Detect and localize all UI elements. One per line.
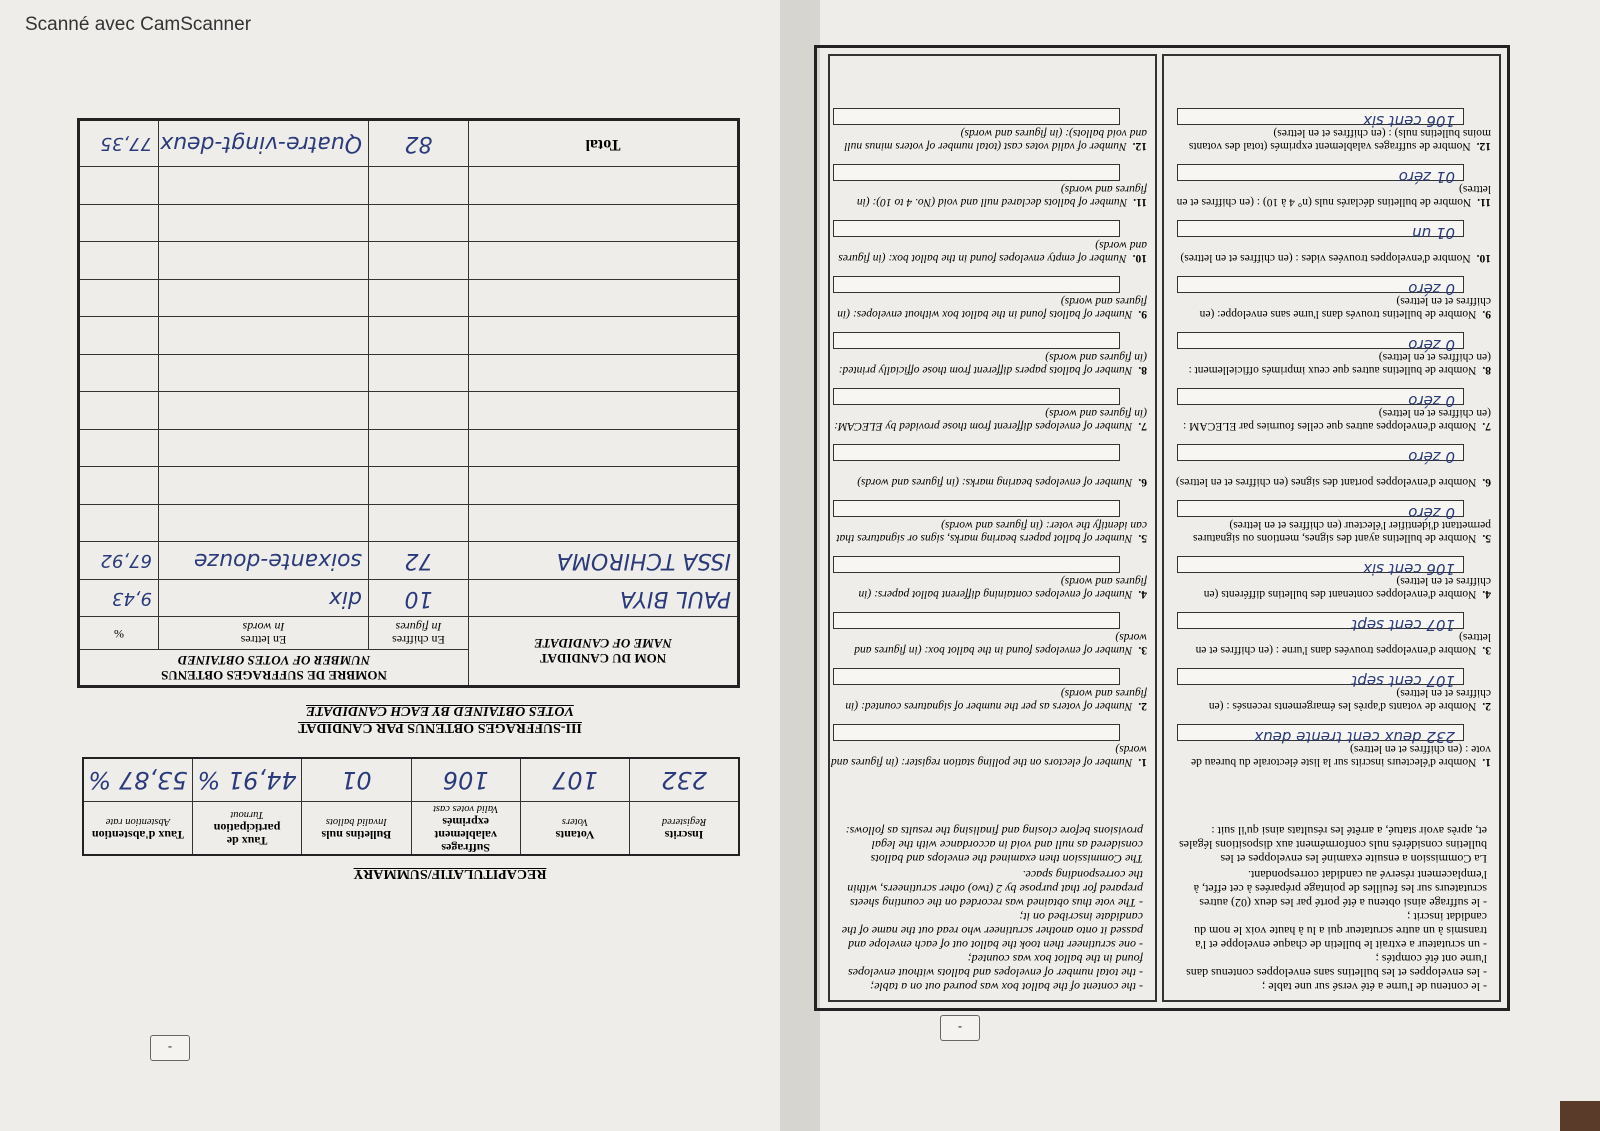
candidate-row <box>78 504 738 542</box>
form-item-number: 7. <box>1482 420 1491 432</box>
summary-title: RECAPITULATIF/SUMMARY <box>353 866 547 881</box>
candidate-row <box>78 204 738 242</box>
summary-value: 107 <box>552 766 598 794</box>
english-intro <box>833 824 1143 994</box>
handwritten-value: 107 cent sept <box>1351 616 1455 634</box>
english-column <box>828 54 1157 1002</box>
answer-box[interactable] <box>1177 220 1464 242</box>
form-item-1 <box>1173 722 1491 768</box>
form-item-text: Nombre de bulletins ayant des signes, mentions ou signatures permettant d'identifier l'électeur (en chiffres et en lettres) <box>1193 519 1491 544</box>
right-page <box>40 31 780 1071</box>
form-item-6 <box>1173 442 1491 488</box>
form-item-number: 7. <box>1138 420 1147 432</box>
handwritten-value: 0 zéro <box>1408 280 1455 298</box>
answer-box[interactable] <box>1177 724 1464 746</box>
candidate-figures-cell <box>369 317 469 355</box>
candidate-row <box>78 392 738 430</box>
candidate-row <box>78 354 738 392</box>
total-row <box>78 120 738 167</box>
form-item-number: 9. <box>1138 308 1147 320</box>
summary-table <box>82 757 740 856</box>
form-item-7 <box>829 386 1147 432</box>
answer-box[interactable] <box>1177 668 1464 690</box>
form-item-text: Nombre de bulletins autres que ceux imprimés officiellement : (en chiffres et en lettres) <box>1188 351 1491 376</box>
candidate-name-cell <box>469 279 739 317</box>
form-item-text: Nombre d'enveloppes trouvées dans l'urne : (en chiffres et en lettres) <box>1195 631 1491 656</box>
candidate-pct-cell <box>78 429 158 467</box>
form-item-text: Nombre de votants d'après les émargements recensés : (en chiffres et en lettres) <box>1208 687 1491 712</box>
form-item-4 <box>1173 554 1491 600</box>
form-item-1 <box>829 722 1147 768</box>
subheader-fr: En chiffres <box>392 633 445 648</box>
summary-value-cell <box>630 758 739 802</box>
answer-box[interactable] <box>1177 164 1464 186</box>
scan-edge-mark <box>1560 1101 1600 1131</box>
form-item-label <box>829 182 1147 208</box>
form-item-label <box>829 126 1147 152</box>
candidate-figures-cell <box>369 504 469 542</box>
candidate-figures-cell <box>369 392 469 430</box>
form-item-text: Number of envelopes containing different ballot papers: (in figures and words) <box>858 575 1147 600</box>
header-fr: NOMBRE DE SUFFRAGES OBTENUS <box>161 667 387 683</box>
candidate-figures-cell <box>369 242 469 280</box>
answer-box[interactable] <box>1177 388 1464 410</box>
header-en: NAME OF CANDIDATE <box>534 636 672 652</box>
votes-title <box>220 702 660 736</box>
candidate-name-cell <box>469 167 739 205</box>
form-item-text: Nombre d'enveloppes contenant des bulletins différents (en chiffres et en lettres) <box>1203 575 1491 600</box>
form-item-text: Number of envelopes bearing marks: (in figures and words) <box>857 476 1133 488</box>
form-item-text: Nombre de bulletins déclarés nuls (n° 4 à 10) : (en chiffres et en lettres) <box>1176 183 1491 208</box>
candidate-row <box>78 317 738 355</box>
candidate-figures-cell <box>369 167 469 205</box>
form-item-3 <box>829 610 1147 656</box>
summary-header-cell <box>192 802 301 856</box>
candidate-pct: 9,43 <box>111 587 152 609</box>
summary-value-cell <box>83 758 192 802</box>
form-item-number: 3. <box>1482 644 1491 656</box>
candidate-words-cell <box>159 467 369 505</box>
candidate-pct-cell <box>78 579 158 617</box>
page-number: - <box>150 1035 190 1061</box>
form-item-number: 11. <box>1477 196 1491 208</box>
candidate-pct-cell <box>78 354 158 392</box>
form-item-label <box>1173 251 1491 264</box>
candidate-name-cell <box>469 354 739 392</box>
candidate-figures-cell <box>369 279 469 317</box>
form-item-number: 6. <box>1482 476 1491 488</box>
form-item-5 <box>1173 498 1491 544</box>
summary-value-cell <box>192 758 301 802</box>
french-intro <box>1177 824 1487 994</box>
summary-header-cell <box>411 802 520 856</box>
candidate-words-cell <box>159 354 369 392</box>
header-fr: NOM DU CANDIDAT <box>539 651 667 667</box>
subheader-en: In words <box>242 620 285 635</box>
candidate-words-cell <box>159 392 369 430</box>
candidate-row <box>78 429 738 467</box>
candidate-figures: 10 <box>404 585 433 611</box>
form-item-label <box>1173 475 1491 488</box>
form-item-label <box>829 294 1147 320</box>
candidate-pct-cell <box>78 317 158 355</box>
candidate-name-cell <box>469 392 739 430</box>
candidate-name: ISSA TCHIROMA <box>556 548 731 574</box>
summary-header-fr: Taux d'abstention <box>91 828 184 842</box>
handwritten-value: 107 cent sept <box>1351 672 1455 690</box>
total-figures: 82 <box>404 131 433 157</box>
intro-line: La Commission a ensuite examiné les enveloppes et les bulletins considérés nuls conformément aux dispositions légales et, après avoir statué, a arrêté les résultats ainsi qu'il suit : <box>1179 824 1487 866</box>
form-item-label <box>829 350 1147 376</box>
summary-header-fr: Taux de participation <box>213 821 281 849</box>
total-words-cell <box>159 120 369 167</box>
answer-box[interactable] <box>833 164 1120 181</box>
form-item-9 <box>829 274 1147 320</box>
summary-header-cell <box>302 802 411 856</box>
intro-line: - un scrutateur a extrait le bulletin de chaque enveloppe et l'a transmis à un autre scrutateur qui a lu à haute voix le nom du candidat inscrit ; <box>1194 910 1487 952</box>
candidate-words-cell <box>159 504 369 542</box>
candidate-name-cell <box>469 504 739 542</box>
summary-value-cell <box>411 758 520 802</box>
handwritten-value: 0 zéro <box>1408 336 1455 354</box>
form-item-number: 3. <box>1138 644 1147 656</box>
candidate-figures-cell <box>369 354 469 392</box>
form-item-number: 9. <box>1482 308 1491 320</box>
answer-box[interactable] <box>833 108 1120 125</box>
form-item-label <box>829 742 1147 768</box>
summary-value-row <box>83 758 739 802</box>
form-item-5 <box>829 498 1147 544</box>
form-item-text: Nombre de suffrages valablement exprimés (total des votants moins bulletins nuls) : (en chiffres et en lettres) <box>1188 127 1491 152</box>
form-item-9 <box>1173 274 1491 320</box>
summary-header-en: Valid votes cast <box>433 803 499 814</box>
total-pct-cell <box>78 120 158 167</box>
percent-subheader: % <box>78 617 158 650</box>
counting-form <box>814 45 1510 1011</box>
candidate-words-cell <box>159 204 369 242</box>
handwritten-value: 106 cent six <box>1363 112 1455 130</box>
form-item-label <box>829 238 1147 264</box>
intro-line: The Commission then examined the envelops and ballots considered as null and void in accordance with the legal provisions before closing and finalising the results as follows: <box>845 824 1143 866</box>
candidate-pct-cell <box>78 542 158 580</box>
votes-table <box>77 118 740 688</box>
summary-header-cell <box>83 802 192 856</box>
candidate-pct-cell <box>78 504 158 542</box>
candidate-pct-cell <box>78 242 158 280</box>
candidate-row <box>78 467 738 505</box>
answer-box[interactable] <box>833 668 1120 685</box>
form-item-number: 10. <box>1476 252 1491 264</box>
answer-box[interactable] <box>1177 276 1464 298</box>
camscanner-watermark: Scanné avec CamScanner <box>25 14 252 35</box>
form-item-number: 11. <box>1133 196 1147 208</box>
form-item-text: Number of envelopes found in the ballot box: (in figures and words) <box>854 631 1147 656</box>
answer-box[interactable] <box>1177 556 1464 578</box>
answer-box[interactable] <box>833 444 1120 461</box>
candidate-figures: 72 <box>404 548 433 574</box>
form-item-number: 8. <box>1138 364 1147 376</box>
intro-line: - les enveloppes et les bulletins sans enveloppes contenus dans l'urne ont été comptés ; <box>1186 952 1487 980</box>
candidate-words-cell <box>159 242 369 280</box>
form-item-2 <box>829 666 1147 712</box>
handwritten-value: 232 deux cent trente deux <box>1254 728 1455 746</box>
candidate-name-cell <box>469 429 739 467</box>
intro-line: - the total number of envelopes and ballots without envelopes found in the ballot box was counted; <box>848 952 1143 980</box>
summary-header-row <box>83 802 739 856</box>
candidate-name-cell <box>469 542 739 580</box>
candidate-figures-cell <box>369 542 469 580</box>
answer-box[interactable] <box>833 276 1120 293</box>
answer-box[interactable] <box>833 388 1120 405</box>
form-item-text: Nombre d'électeurs inscrits sur la liste électorale du bureau de vote : (en chiffres et en lettres) <box>1191 743 1491 768</box>
candidate-name: PAUL BIYA <box>620 585 731 611</box>
form-item-7 <box>1173 386 1491 432</box>
candidate-name-cell <box>469 242 739 280</box>
summary-value-cell <box>302 758 411 802</box>
subheader-en: In figures <box>395 620 442 635</box>
candidate-words: soixante-douze <box>193 548 362 574</box>
form-item-text: Number of voters as per the number of signatures counted: (in figures and words) <box>845 687 1147 712</box>
candidate-figures-cell <box>369 429 469 467</box>
candidate-pct-cell <box>78 392 158 430</box>
form-item-text: Nombre d'enveloppes autres que celles fournies par ELECAM : (en chiffres et en lettres) <box>1183 407 1491 432</box>
form-item-8 <box>829 330 1147 376</box>
candidate-rows <box>78 167 738 617</box>
candidate-name-cell <box>469 579 739 617</box>
form-item-text: Number of empty envelopes found in the ballot box: (in figures and words) <box>838 239 1147 264</box>
candidate-row <box>78 579 738 617</box>
form-item-number: 10. <box>1132 252 1147 264</box>
form-item-label <box>829 518 1147 544</box>
form-item-number: 6. <box>1138 476 1147 488</box>
form-item-label <box>829 686 1147 712</box>
intro-line: - le suffrage ainsi obtenu a été porté par les deux (02) autres scrutateurs sur les feuilles de pointage préparées à cet effet, à l'emplacement réservé au candidat correspondant. <box>1193 868 1487 910</box>
answer-box[interactable] <box>1177 612 1464 634</box>
candidate-row <box>78 542 738 580</box>
candidate-figures-cell <box>369 467 469 505</box>
summary-header-fr: Suffrages valablement exprimés <box>434 815 498 855</box>
candidate-words-cell <box>159 579 369 617</box>
candidate-row <box>78 242 738 280</box>
form-item-label <box>829 406 1147 432</box>
handwritten-value: 0 zéro <box>1408 392 1455 410</box>
candidate-name-cell <box>469 204 739 242</box>
summary-value-cell <box>520 758 629 802</box>
form-item-number: 5. <box>1482 532 1491 544</box>
answer-box[interactable] <box>833 724 1120 741</box>
words-subheader <box>159 617 369 650</box>
form-item-number: 2. <box>1482 700 1491 712</box>
candidate-words-cell <box>159 317 369 355</box>
candidate-words-cell <box>159 167 369 205</box>
summary-header-en: Invalid ballots <box>325 816 387 827</box>
form-item-number: 12. <box>1132 140 1147 152</box>
handwritten-value: 01 un <box>1412 224 1455 242</box>
total-figures-cell <box>369 120 469 167</box>
candidate-pct-cell <box>78 467 158 505</box>
answer-box[interactable] <box>833 612 1120 629</box>
form-item-text: Number of electors on the polling station register: (in figures and words) <box>831 743 1147 768</box>
form-item-10 <box>1173 218 1491 264</box>
form-item-text: Nombre d'enveloppes portant des signes (en chiffres et en lettres) <box>1175 476 1477 488</box>
form-item-number: 5. <box>1138 532 1147 544</box>
summary-value: 01 <box>341 766 372 794</box>
candidate-words-cell <box>159 429 369 467</box>
votes-title-en: VOTES OBTAINED BY EACH CANDIDATE <box>306 703 574 718</box>
candidate-pct-cell <box>78 204 158 242</box>
answer-box[interactable] <box>833 556 1120 573</box>
summary-value: 44,91 % <box>197 766 297 794</box>
total-pct: 77,35 <box>100 133 152 155</box>
form-item-12 <box>1173 106 1491 152</box>
answer-box[interactable] <box>833 220 1120 237</box>
answer-box[interactable] <box>833 332 1120 349</box>
votes-obtained-header <box>78 650 468 687</box>
form-item-text: Number of ballots declared null and void (No. 4 to 10): (in figures and words) <box>856 183 1147 208</box>
form-item-11 <box>1173 162 1491 208</box>
candidate-words: dix <box>328 585 362 611</box>
form-item-number: 4. <box>1482 588 1491 600</box>
form-item-text: Number of ballots papers different from those officially printed: (in figures and words) <box>838 351 1147 376</box>
form-item-text: Number of valid votes cast (total number of voters minus null and void ballots): (in figures and words) <box>844 127 1147 152</box>
form-item-text: Number of envelopes different from those provided by ELECAM: (in figures and words) <box>834 407 1147 432</box>
summary-value: 53,87 % <box>88 766 188 794</box>
intro-line: - the content of the ballot box was poured out on a table; <box>870 980 1143 994</box>
summary-header-en: Registered <box>661 816 707 827</box>
form-item-4 <box>829 554 1147 600</box>
form-item-number: 1. <box>1482 756 1491 768</box>
handwritten-value: 01 zéro <box>1398 168 1455 186</box>
form-item-label <box>829 630 1147 656</box>
total-label: Total <box>469 120 739 167</box>
french-column <box>1162 54 1501 1002</box>
form-item-number: 2. <box>1138 700 1147 712</box>
candidate-name-header <box>469 617 739 687</box>
candidate-name-cell <box>469 317 739 355</box>
form-item-6 <box>829 442 1147 488</box>
handwritten-value: 0 zéro <box>1408 504 1455 522</box>
summary-header-cell <box>520 802 629 856</box>
candidate-words-cell <box>159 279 369 317</box>
candidate-figures-cell <box>369 579 469 617</box>
form-item-label <box>829 475 1147 488</box>
summary-value: 232 <box>661 766 707 794</box>
form-item-3 <box>1173 610 1491 656</box>
page-number: - <box>940 1015 980 1041</box>
summary-header-fr: Votants <box>555 828 595 842</box>
votes-header-row <box>78 650 738 687</box>
summary-header-en: Turnout <box>230 809 264 821</box>
summary-header-fr: Inscrits <box>664 828 704 842</box>
form-item-text: Number of ballots found in the ballot box without envelopes: (in figures and words) <box>837 295 1147 320</box>
votes-title-fr: III-SUFFRAGES OBTENUS PAR CANDIDAT <box>298 720 582 735</box>
form-item-number: 4. <box>1138 588 1147 600</box>
form-item-text: Nombre de bulletins trouvés dans l'urne sans enveloppe: (en chiffres et en lettres) <box>1199 295 1491 320</box>
handwritten-value: 106 cent six <box>1363 560 1455 578</box>
candidate-row <box>78 279 738 317</box>
form-item-8 <box>1173 330 1491 376</box>
answer-box[interactable] <box>1177 332 1464 354</box>
form-item-11 <box>829 162 1147 208</box>
form-item-12 <box>829 106 1147 152</box>
form-item-number: 1. <box>1138 756 1147 768</box>
answer-box[interactable] <box>1177 500 1464 522</box>
candidate-figures-cell <box>369 204 469 242</box>
form-item-text: Nombre d'enveloppes trouvées vides : (en chiffres et en lettres) <box>1180 252 1471 264</box>
candidate-name-cell <box>469 467 739 505</box>
candidate-pct-cell <box>78 279 158 317</box>
summary-header-en: Abstention rate <box>105 816 171 827</box>
form-item-10 <box>829 218 1147 264</box>
intro-line: - le contenu de l'urne a été versé sur une table ; <box>1261 980 1487 994</box>
candidate-pct: 67,92 <box>100 550 152 572</box>
header-en: NUMBER OF VOTES OBTAINED <box>177 652 371 668</box>
form-item-text: Number of ballot papers bearing marks, signs or signatures that can identify the voter: (in figures and words) <box>836 519 1147 544</box>
left-page <box>820 41 1560 1081</box>
form-item-label <box>829 574 1147 600</box>
subheader-fr: En lettres <box>240 633 287 648</box>
answer-box[interactable] <box>1177 444 1464 466</box>
intro-line: - The vote thus obtained was recorded on the counting sheets prepared for that purpose by 2 (two) other scrutineers, within the corresponding space. <box>847 868 1143 910</box>
candidate-pct-cell <box>78 167 158 205</box>
summary-header-cell <box>630 802 739 856</box>
summary-header-en: Voters <box>561 816 589 827</box>
figures-subheader <box>369 617 469 650</box>
answer-box[interactable] <box>833 500 1120 517</box>
form-item-number: 8. <box>1482 364 1491 376</box>
form-item-2 <box>1173 666 1491 712</box>
total-words: Quatre-vingt-deux <box>160 131 362 157</box>
intro-line: - one scrutineer then took the ballot out of each envelope and passed it onto another scrutineer who read out the name of the candidate inscribed on it; <box>841 910 1143 952</box>
summary-header-fr: Bulletins nuls <box>321 828 392 842</box>
candidate-row <box>78 167 738 205</box>
handwritten-value: 0 zéro <box>1408 448 1455 466</box>
answer-box[interactable] <box>1177 108 1464 130</box>
candidate-words-cell <box>159 542 369 580</box>
summary-value: 106 <box>442 766 489 794</box>
form-item-number: 12. <box>1476 140 1491 152</box>
